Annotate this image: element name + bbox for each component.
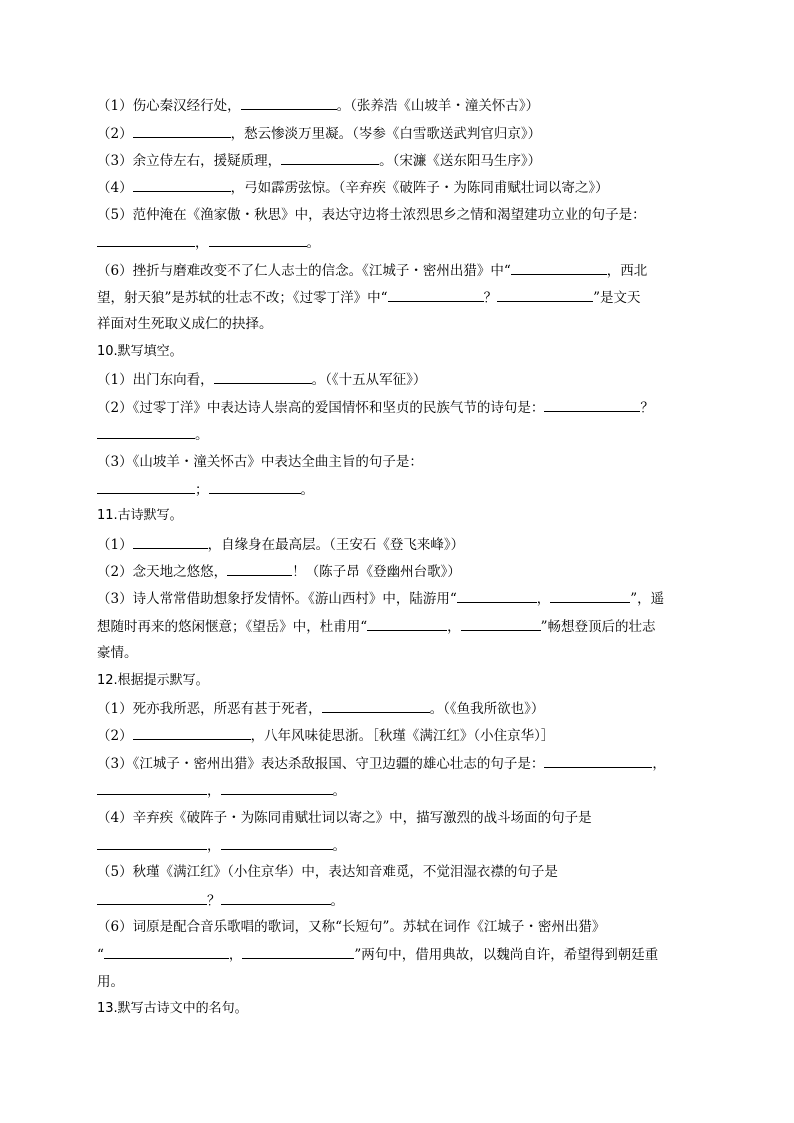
q9-item-1: （1）伤心秦汉经行处， 。（张养浩《山坡羊・潼关怀古》）: [97, 95, 697, 116]
q12-heading: 12.根据提示默写。: [97, 673, 209, 688]
q11-heading: 11.古诗默写。: [97, 508, 183, 523]
answer-blank[interactable]: [133, 534, 208, 549]
answer-blank[interactable]: [97, 232, 195, 247]
answer-blank[interactable]: [457, 588, 537, 603]
q12-item-6-line2: “ ， ”两句中，借用典故，以魏尚自许，希望得到朝廷重: [97, 944, 697, 965]
q9-item-5-answers: ， 。: [97, 232, 697, 253]
answer-blank[interactable]: [221, 780, 333, 795]
q9-item-6: （6）挫折与磨难改变不了仁人志士的信念。《江城子・密州出猎》中“ ，西北: [97, 260, 697, 281]
answer-blank[interactable]: [511, 260, 607, 275]
q12-item-5-answers: ？ 。: [97, 890, 697, 911]
q12-item-6: （6）词原是配合音乐歌唱的歌词，又称“长短句”。苏轼在词作《江城子・密州出猎》: [97, 919, 606, 935]
answer-blank[interactable]: [97, 780, 207, 795]
q9-item-5: （5）范仲淹在《渔家傲・秋思》中，表达守边将士浓烈思乡之情和渴望建功立业的句子是：: [97, 207, 646, 223]
answer-blank[interactable]: [281, 150, 379, 165]
q12-item-2: （2） ，八年风味徒思浙。［秋瑾《满江红》（小住京华）］: [97, 725, 697, 746]
answer-blank[interactable]: [550, 588, 630, 603]
q10-item-3-answers: ； 。: [97, 479, 697, 500]
answer-blank[interactable]: [209, 479, 301, 494]
answer-blank[interactable]: [133, 123, 231, 138]
answer-blank[interactable]: [544, 397, 640, 412]
answer-blank[interactable]: [221, 835, 333, 850]
q9-item-3: （3）余立侍左右，援疑质理， 。（宋濂《送东阳马生序》）: [97, 150, 697, 171]
q10-item-2: （2）《过零丁洋》中表达诗人崇高的爱国情怀和坚贞的民族气节的诗句是： ？: [97, 397, 697, 418]
answer-blank[interactable]: [97, 479, 195, 494]
q12-item-1: （1）死亦我所恶，所恶有甚于死者， 。（《鱼我所欲也》）: [97, 698, 697, 719]
q11-item-1: （1） ，自缘身在最高层。（王安石《登飞来峰》）: [97, 534, 697, 555]
answer-blank[interactable]: [242, 944, 354, 959]
q10-item-3: （3）《山坡羊・潼关怀古》中表达全曲主旨的句子是：: [97, 454, 423, 470]
q12-item-3: （3）《江城子・密州出猎》表达杀敌报国、守卫边疆的雄心壮志的句子是： ，: [97, 753, 697, 774]
answer-blank[interactable]: [367, 616, 447, 631]
q13-heading: 13.默写古诗文中的名句。: [97, 1001, 248, 1016]
q11-item-3: （3）诗人常常借助想象抒发情怀。《游山西村》中，陆游用“ ， ”，遥: [97, 588, 697, 609]
q12-item-4-answers: ， 。: [97, 835, 697, 856]
q11-item-3-line2: 想随时再来的悠闲惬意；《望岳》中，杜甫用“ ， ”畅想登顶后的壮志: [97, 616, 697, 637]
answer-blank[interactable]: [227, 561, 292, 576]
q9-item-6-line2: 望，射天狼”是苏轼的壮志不改；《过零丁洋》中“ ？ ”是文天: [97, 287, 697, 308]
q10-heading: 10.默写填空。: [97, 344, 183, 359]
q12-item-6-line3: 用。: [97, 974, 124, 990]
answer-blank[interactable]: [322, 698, 430, 713]
q11-item-2: （2）念天地之悠悠， ！（陈子昂《登幽州台歌》）: [97, 561, 697, 582]
answer-blank[interactable]: [461, 616, 541, 631]
answer-blank[interactable]: [97, 835, 207, 850]
answer-blank[interactable]: [97, 424, 195, 439]
q10-item-1: （1）出门东向看， 。（《十五从军征》）: [97, 369, 697, 390]
answer-blank[interactable]: [97, 890, 207, 905]
q9-item-4: （4） ，弓如霹雳弦惊。（辛弃疾《破阵子・为陈同甫赋壮词以寄之》）: [97, 177, 697, 198]
answer-blank[interactable]: [497, 287, 593, 302]
answer-blank[interactable]: [133, 725, 251, 740]
q9-item-6-line3: 祥面对生死取义成仁的抉择。: [97, 316, 273, 332]
answer-blank[interactable]: [209, 232, 307, 247]
answer-blank[interactable]: [544, 753, 652, 768]
q9-item-2: （2） ，愁云惨淡万里凝。（岑参《白雪歌送武判官归京》）: [97, 123, 697, 144]
answer-blank[interactable]: [221, 890, 331, 905]
q12-item-5: （5）秋瑾《满江红》（小住京华）中，表达知音难觅，不觉泪湿衣襟的句子是: [97, 864, 558, 880]
answer-blank[interactable]: [214, 369, 312, 384]
answer-blank[interactable]: [133, 177, 231, 192]
q10-item-2-answer: 。: [97, 424, 697, 445]
answer-blank[interactable]: [104, 944, 229, 959]
answer-blank[interactable]: [388, 287, 484, 302]
q11-item-3-line3: 豪情。: [97, 645, 138, 661]
answer-blank[interactable]: [241, 95, 337, 110]
q12-item-4: （4）辛弃疾《破阵子・为陈同甫赋壮词以寄之》中，描写激烈的战斗场面的句子是: [97, 810, 592, 826]
q12-item-3-answers: ， 。: [97, 780, 697, 801]
